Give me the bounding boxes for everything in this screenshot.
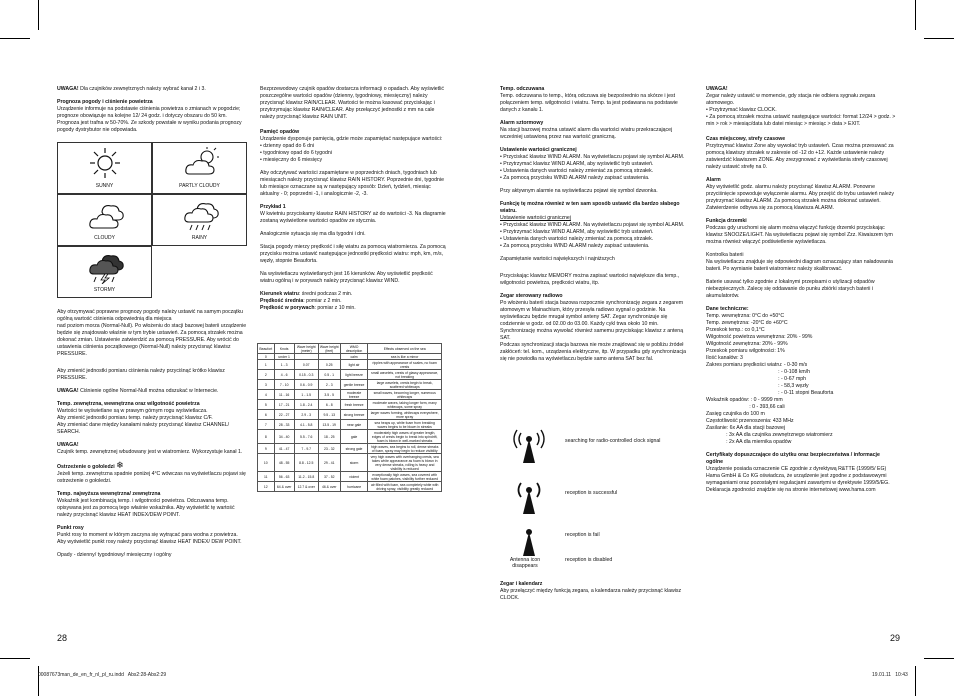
table-cell: moderate breeze: [340, 390, 368, 400]
footer-timestamp: 19.01.11 10:43: [872, 672, 908, 678]
beaufort-table: [257, 343, 442, 492]
crop-mark: [0, 658, 30, 659]
table-cell: under 1: [274, 354, 294, 360]
symbol-caption: Antenna icon disappears: [509, 557, 541, 569]
table-cell: near gale: [340, 420, 368, 430]
table-cell: 7: [258, 420, 275, 430]
page-number-right: 29: [890, 633, 901, 643]
table-cell: very high waves with overhanging crests, sea takes white appearance as foam is blown in very dense streaks, rolling is heavy and visibility is reduced: [368, 454, 442, 472]
crop-mark: [38, 666, 39, 696]
weather-label: PARTLY CLOUDY: [179, 183, 220, 189]
section-heading: Przykład 1: [260, 204, 286, 210]
table-cell: 7 - 9.7: [294, 444, 318, 454]
paragraph: Punkt rosy to moment w którym zaczyna się wytrącać para wodna z powietrza. Aby wyświetlić punkt rosy należy przycisnąć klawisz HEAT INDEX/ DEW POINT.: [57, 532, 242, 545]
paragraph: Przy aktywnym alarmie na wyświetlaczu pojawi się symbol dzwonka.: [500, 188, 658, 194]
table-cell: air filled with foam, sea completely white with driving spray, visibility greatly reduced: [368, 482, 442, 492]
antenna-searching-icon: [512, 423, 546, 465]
footer-file-info: 00087673man_de_en_fr_nl_pl_ru.indd Abs2:28-Abs2:29: [38, 672, 167, 678]
table-row: [258, 430, 442, 444]
section-heading: Prognoza pogody i ciśnienie powietrza: [57, 99, 153, 105]
section-heading: Ostrzeżenie o gołoledzi ❄: [57, 460, 124, 470]
section-heading: Zegar sterowany radiowo: [500, 293, 563, 299]
paragraph: Zegar należy ustawić w momencie, gdy stacja nie odbiera sygnału zegara atomowego. • Przytrzymać klawisz CLOCK. • Za pomocą strzałek można ustawić następujące wartości: format 12/24 > godz. > min > rok > miesiąc/data lub datei miesiąc > miesiąc > data > EXIT.: [706, 93, 896, 127]
crop-mark: [924, 38, 954, 39]
weather-label: STORMY: [93, 287, 116, 293]
table-cell: 22 - 27: [274, 410, 294, 420]
table-cell: small wavelets, crests of glassy appearance, not breaking: [368, 370, 442, 380]
table-cell: 9: [258, 444, 275, 454]
table-row: [258, 380, 442, 390]
section-heading: Czas miejscowy, strefy czasowe: [706, 136, 786, 142]
section-heading: Temp. zewnętrzna, wewnętrzna oraz wilgotność powietrza: [57, 401, 200, 407]
section-heading: UWAGA!: [706, 86, 728, 92]
table-row: [258, 472, 442, 482]
paragraph: Aby przełączyć między funkcją zegara, a kalendarza należy przycisnąć klawisz CLOCK.: [500, 588, 682, 601]
table-cell: 3: [258, 380, 275, 390]
paragraph: • Przyciskać klawisz WIND ALARM. Na wyświetlaczu pojawi się symbol ALARM. • Przytrzymać klawisz WIND ALARM, aby wyświetlić tryb ustawień. • Ustawienia danych wartości należy zmieniać za pomocą strzałek. • Za pomocą przycisku WIND ALARM należy zapisać ustawienia.: [500, 222, 685, 249]
paragraph: Analogicznie sytuacja się ma dla tygodni i dni.: [260, 231, 366, 237]
section-heading: Punkt rosy: [57, 525, 84, 531]
paragraph: Baterie usuwać tylko zgodnie z lokalnymi przepisami o utylizacji odpadów niebezpiecznych. Zalecę się oddawanie do punku zbiórki starych baterii i akumulatorów.: [706, 279, 875, 299]
table-cell: 0.07: [294, 360, 318, 370]
table-cell: sea is like a mirror: [368, 354, 442, 360]
table-cell: 0.5 - 1: [318, 370, 340, 380]
section-heading: Alarm sztormowy: [500, 120, 544, 126]
partly-cloudy-icon: [183, 146, 221, 180]
paragraph: Czujnik temp. zewnętrznej wbudowany jest w wiatromierz. Wykorzystuje kanał 1.: [57, 449, 243, 455]
table-cell: light breeze: [340, 370, 368, 380]
table-cell: gentle breeze: [340, 380, 368, 390]
section-heading: Funkcja drzemki: [706, 218, 747, 224]
weather-label: RAINY: [191, 235, 208, 241]
section-heading: Certyfikaty dopuszczające do użytku oraz bezpieczeństwa / informacje ogólne: [706, 452, 880, 465]
paragraph: Wskaźnik jest kombinacją temp. i wilgotności powietrza. Odczuwana temp. opisywana jest za pomocą tego właśnie wskaźnika. Aby wyświetlić tę wartość należy przycisnąć klawisz HEAT INDEX/DEW POINT.: [57, 498, 235, 518]
table-cell: 48 - 55: [274, 454, 294, 472]
weather-label: CLOUDY: [94, 235, 115, 241]
symbol-label: reception is successful: [565, 490, 618, 496]
table-cell: 34 - 40: [274, 430, 294, 444]
section-heading: Temp. odczuwana: [500, 86, 545, 92]
weather-icon-grid: [57, 142, 247, 298]
table-row: [258, 410, 442, 420]
section-heading: Dane techniczne:: [706, 306, 749, 312]
cloud-icon: [88, 198, 126, 232]
paragraph: Przyciskając klawisz MEMORY można zapisać wartości największe dla temp., wilgotności powietrza, prędkości wiatru, itp.: [500, 273, 680, 286]
section-heading: Temp. najwyższa wewnętrzna/ zewnętrzna: [57, 491, 161, 497]
symbol-label: reception is disabled: [565, 557, 613, 563]
column-header: Wave height (meter): [294, 344, 318, 354]
table-cell: 6 - 8: [318, 400, 340, 410]
table-cell: 0.6 - 0.9: [294, 380, 318, 390]
table-cell: storm: [340, 454, 368, 472]
section-heading: Zegar i kalendarz: [500, 581, 543, 587]
crop-mark: [0, 38, 30, 39]
column-1-bottom: [57, 309, 247, 565]
paragraph: UWAGA! Ciśnienie ogólne Normal-Null można odszukać w Internecie.: [57, 388, 219, 394]
table-row: [258, 482, 442, 492]
table-row: [258, 400, 442, 410]
table-cell: hurricane: [340, 482, 368, 492]
paragraph: Jeżeli temp. zewnętrzna spadnie poniżej 4°C wówczas na wyświetlaczu pojawi się ostrzeżenie o gołoledzi.: [57, 471, 246, 484]
paragraph: Na stacji bazowej można ustawić alarm dla wartości wiatru przekraczającej wcześniej ustawioną przez nas wartość graniczną.: [500, 127, 673, 140]
section-heading: Ustawienie wartości granicznej: [500, 147, 577, 153]
paragraph: • Przyciskać klawisz WIND ALARM. Na wyświetlaczu pojawi się symbol ALARM. • Przytrzymać klawisz WIND ALARM, aby wyświetlić tryb ustawień. • Ustawienia danych wartości należy zmieniać za pomocą strzałek. • Za pomocą przycisku WIND ALARM należy zapisać ustawienia.: [500, 154, 685, 181]
paragraph: Opady - dzienny/ tygodniowy/ miesięczny i ogólny: [57, 552, 172, 558]
table-cell: high waves, sea begins to roll, dense streaks of foam, spray may begin to reduce visibility: [368, 444, 442, 454]
table-cell: 64 & over: [274, 482, 294, 492]
table-cell: 11 - 16: [274, 390, 294, 400]
weather-cell-sunny: [57, 142, 152, 194]
table-cell: large wavelets, crests begin to break, scattered whitecaps: [368, 380, 442, 390]
paragraph: Po włożeniu baterii stacja bazowa rozpocznie synchronizację zegara z zegarem atomowym w Mainachium, który przesyła radiowo sygnał o godzinie. Na wyświetlaczu będzie mrugał symbol anteny SAT. Zegar synchronizuje się codziennie w godz. od 02.00 do 03.00. Każdy cykl trwa około 10 min. Synchronizację można wywołać również samemu przyciskając klawisz z anteną SAT. Podczas synchronizacji stacja bazowa nie może znajdować się w pobliżu źródeł zakłóceń: tel. kom., urządzenia elektryczne, itp. W przypadku gdy synchronizacja się nie powiodła na wyświetlaczu będzie samo antena SAT bez fal.: [500, 300, 686, 362]
table-cell: 56 - 63: [274, 472, 294, 482]
table-cell: 10: [258, 454, 275, 472]
paragraph: Na wyświetlaczu wyświetlanych jest 16 kierunków. Aby wyświetlić prędkość wiatru ogólną i w porywach należy przycisnąć klawisz WIND.: [260, 271, 433, 284]
table-cell: 0.25: [318, 360, 340, 370]
tech-specs: Temp. wewnętrzna: 0°C do +50°C Temp. zewnętrzna: -20°C do +60°C Przeskok temp.: co 0,1°C Wilgotność powietrza wewnętrzna: 20% - 99% Wilgotność zewnętrzna: 20% - 99% Przeskok pomiaru wilgotności: 1% Ilość kanałów: 3 Zakres pomiaru prędkości wiatru: - 0-30 m/s : - 0-108 km/h : - 0-67 mph : - 58,3 węzły : - 0-11 stopni Beauforta Wskaźnik opadów: : 0 - 9999 mm : 0 - 393,66 cali Zasięg czujnika do 100 m Częstotliwość przenoszenia: 433 MHz Zasilanie: 6x AA dla stacji bazowej : 3x AA dla czujnika zewnętrznego wiatromierz : 2x AA dla miernika opadów: [706, 313, 834, 445]
table-cell: 8: [258, 430, 275, 444]
section-heading: Pamięć opadów: [260, 129, 300, 135]
table-cell: 12.7 & over: [294, 482, 318, 492]
subheading: Ustawienie wartości granicznej: [500, 215, 571, 221]
table-cell: 4: [258, 390, 275, 400]
table-row: [258, 360, 442, 370]
table-cell: 28 - 33: [274, 420, 294, 430]
column-1-top: [57, 86, 247, 140]
paragraph: Urządzenie posiada oznaczenie CE zgodnie z dyrektywą R&TTE (1999/5/ EG) Hama GmbH & Co KG oświadcza, że urządzenie jest zgodne z podstawowymi wymaganiami oraz pozostałymi regulacjami zawartymi w dyrektywie 1999/5/EG. Deklaracja zgodności znajdzie się na stronie internetowej www.hama.com: [706, 466, 890, 493]
table-cell: 3.5 - 5: [318, 390, 340, 400]
paragraph: Stacja pogody mierzy prędkość i siłę wiatru za pomocą wiatromierza. Za pomocą przycisku można ustawić następujące jednostki prędkości wiatru: mph, km, m/s, węzły, stopnie Beauforta.: [260, 244, 446, 264]
crop-mark: [915, 0, 916, 30]
table-cell: 1 - 3: [274, 360, 294, 370]
table-row: [258, 390, 442, 400]
paragraph: Bezprzewodowy czujnik opadów dostarcza informacji o opadach. Aby wyświetlić poszczególne wartości opadów (dzienny, tygodniowy, miesięczny) należy przycisnąć klawisz RAIN/CLEAR. Wartości te można kasować przyciskając i przytrzymując klawisz RAIN/CLEAR. Aby przełączyć jednostki z mm na cale należy przycisnąć klawisz RAIN UNIT.: [260, 86, 444, 120]
paragraph: Kontrolka baterii Na wyświetlaczu znajduje się odpowiedni diagram oznaczający stan naładowania baterii. Po wymianie baterii wiatromierz należy skalibrować.: [706, 252, 893, 272]
section-heading: Funkcję tę można również w ten sam sposób ustawić dla bardzo słabego wiatru.: [500, 201, 680, 214]
section-heading: UWAGA!: [57, 442, 79, 448]
table-cell: 18 - 25: [318, 430, 340, 444]
table-cell: gale: [340, 430, 368, 444]
table-row: [258, 444, 442, 454]
column-header: Knots: [274, 344, 294, 354]
paragraph: Aby zmienić jednostki pomiaru ciśnienia należy przyciśnąć krótko klawisz PRESSURE.: [57, 368, 225, 381]
antenna-fail-icon: [512, 516, 546, 558]
paragraph: W kwietniu przyciskamy klawisz RAIN HISTORY aż do wartości -3. Na diagramie zostaną wyświetlone wartości opadów ze stycznia.: [260, 211, 446, 224]
weather-cell-cloudy: [57, 194, 152, 246]
table-cell: 2 - 3: [318, 380, 340, 390]
table-cell: 8.8 - 12.5: [294, 454, 318, 472]
paragraph: Podczas gdy uruchomi się alarm można włączyć funkcję drzemki przyciskając klawisz SNOOZE/LIGHT. Na wyświetlaczu pojawi się symbol Zzz. Kiwaiszem tym można również włączyć podświetlenie wyświetlacza.: [706, 225, 893, 245]
paragraph: UWAGA! Dla czujników zewnętrznych należy wybrać kanał 2 i 3.: [57, 86, 206, 92]
table-cell: 11.2 - 15.8: [294, 472, 318, 482]
paragraph: Wartości te wyświetlane są w prawym górnym rogu wyświetlacza. Aby zmienić jednostki pomiaru temp. należy przycisnąć klawisz C/F. Aby zmieniać dane między kanałami należy przycisnąć klawisz CHANNEL/ SEARCH.: [57, 408, 230, 435]
table-cell: 0.15 - 0.3: [294, 370, 318, 380]
table-cell: 1 - 1.5: [294, 390, 318, 400]
column-header: Wave height (feet): [319, 344, 339, 353]
table-cell: 4.1 - 5.8: [294, 420, 318, 430]
table-cell: 41 - 47: [274, 444, 294, 454]
table-cell: ripples with appearance of scales, no foam crests: [368, 360, 442, 370]
table-cell: 29 - 41: [318, 454, 340, 472]
crop-mark: [915, 666, 916, 696]
table-row: [258, 454, 442, 472]
table-cell: 9.5 - 13: [318, 410, 340, 420]
weather-cell-rainy: [152, 194, 247, 246]
table-cell: light air: [340, 360, 368, 370]
column-header: Beaufort: [258, 344, 275, 354]
table-row: [258, 370, 442, 380]
table-cell: 37 - 52: [318, 472, 340, 482]
table-cell: larger waves forming, whitecaps everywhere, more spray: [368, 410, 442, 420]
paragraph: Urządzenie dysponuje pamięcią, gdzie może zapamiętać następujące wartości: • dzienny opad do 6 dni • tygodniowy opad do 6 tygodni • miesięczny do 6 miesięcy: [260, 136, 443, 163]
table-cell: 12: [258, 482, 275, 492]
symbol-label: searching for radio-controlled clock signal: [565, 438, 661, 444]
crop-mark: [924, 658, 954, 659]
table-row: [258, 420, 442, 430]
table-cell: 7 - 10: [274, 380, 294, 390]
table-cell: violent: [340, 472, 368, 482]
column-header: WMO description: [340, 344, 368, 354]
paragraph: Aby odczytywać wartości zapamiętane w poprzednich dniach, tygodniach lub miesiącach należy przycisnąć klawisz RAIN HISTORY. Poprzednie dni, tygodnie lub miesiące oznaczane są w następujący sposób: Dzień, tydzień, miesiąc aktualny - 0; poprzedni -1, i analogicznie -2, -3.: [260, 170, 444, 197]
table-cell: 6: [258, 410, 275, 420]
snowflake-icon: ❄: [116, 460, 124, 470]
paragraph: Przytrzymać klawisz Zone aby wywołać tryb ustawień. Czas można przesuwać za pomocą klawiszy strzałek w zakresie od -12 do +12. Każde ustawienie należy zatwierdzić klawiszem ZONE. Aby zrezygnować z wyświetlania strefy czasowej należy ustawić strefę na 0.: [706, 143, 894, 170]
weather-cell-stormy: [57, 246, 152, 298]
paragraph: Urządzenie informuje na podstawie ciśnienia powietrza o zmianach w pogodzie; prognoze obowiązuje na kolejne 12/ 24 godz. i dotyczy obszaru do 50 km. Prognoza jest trafna w 50-70%. Ze szkody powstałe w wyniku podania prognozy pogody dystrybutor nie odpowiada.: [57, 106, 242, 133]
table-cell: calm: [340, 354, 368, 360]
wind-gust-line: Prędkość w porywach: pomiar z 10 min.: [260, 305, 356, 311]
paragraph: Aby otrzymywać poprawne prognozy pogody należy ustawić na samym początku ogólną wartość ciśnienia odpowiednią dla miejsca nad poziom morza (Normal-Null). Po włożeniu do stacji bazowej baterii urządzenie będzie się znajdowało właśnie w tym trybie ustawień. Za pomocą strzałek można dokonać zmian. Ustawienie zatwierdzić za pomocą PRESSURE. Aby wrócić do ustawienia ciśnienia początkowego (Normal-Null) należy przycisnąć klawisz PRESSURE.: [57, 309, 247, 357]
column-4: [706, 86, 898, 500]
weather-cell-partly-cloudy: [152, 142, 247, 194]
storm-icon: [88, 250, 126, 284]
antenna-success-icon: [512, 474, 546, 516]
table-cell: 4 - 6: [274, 370, 294, 380]
table-cell: moderately high waves of greater length, edges of crests begin to break into spindrift, foam is blown in well-marked streaks: [368, 430, 442, 444]
table-cell: 5: [258, 400, 275, 410]
page-number-left: 28: [57, 633, 68, 643]
rain-icon: [183, 198, 221, 232]
table-cell: sea heaps up, white foam from breaking waves begins to be blown in streaks: [368, 420, 442, 430]
wind-avg-line: Prędkość średnia: pomiar z 2 min.: [260, 298, 342, 304]
table-cell: small waves, becoming longer, numerous whitecaps: [368, 390, 442, 400]
symbol-label: reception is fail: [565, 532, 600, 538]
paragraph: Temp. odczuwana to temp., którą odczuwa się bezpośrednio na skórze i jest połączeniem temp. wilgotności i wiatru. Temp. ta jest podawana na podstawie danych z kanału 1.: [500, 93, 678, 113]
table-cell: 13.5 - 19: [318, 420, 340, 430]
table-cell: moderate waves, taking longer form, many whitecaps, some spray: [368, 400, 442, 410]
sun-icon: [88, 146, 122, 180]
table-cell: 1: [258, 360, 275, 370]
column-3-bottom: [500, 581, 690, 608]
table-cell: 2.9 - 3: [294, 410, 318, 420]
table-cell: 5.5 - 7.6: [294, 430, 318, 444]
table-cell: 0: [258, 354, 275, 360]
paragraph: Aby wyświetlić godz. alarmu należy przycisnąć klawisz ALARM. Ponowne przyciśnięcie spowoduje wyłączenie alarmu. Aby przejść do trybu ustawień należy przytrzymać klawisz ALARM. Za pomocą strzałek można dokonać ustawień. Zatwierdzenie odbywa się za pomocą klawisza ALARM.: [706, 184, 894, 211]
table-cell: 17 - 21: [274, 400, 294, 410]
table-cell: 46 & over: [318, 482, 340, 492]
section-heading: Alarm: [706, 177, 721, 183]
table-cell: 2: [258, 370, 275, 380]
beaufort-table-body: [258, 354, 442, 492]
table-cell: fresh breeze: [340, 400, 368, 410]
table-cell: 1.8 - 2.4: [294, 400, 318, 410]
column-header: Effects observed on the sea: [368, 344, 442, 354]
table-cell: exceptionally high waves, sea covered with white foam patches, visibility further reduced: [368, 472, 442, 482]
paragraph: Zapamiętanie wartości największych i najniższych: [500, 256, 615, 262]
weather-label: SUNNY: [95, 183, 114, 189]
table-header-row: [258, 344, 442, 354]
column-2: [260, 86, 446, 312]
table-cell: strong breeze: [340, 410, 368, 420]
table-cell: 11: [258, 472, 275, 482]
wind-direction-line: Kierunek wiatru: średni podczas 2 min.: [260, 291, 353, 297]
crop-mark: [38, 0, 39, 30]
table-cell: 23 - 32: [318, 444, 340, 454]
table-cell: strong gale: [340, 444, 368, 454]
column-3: [500, 86, 690, 369]
